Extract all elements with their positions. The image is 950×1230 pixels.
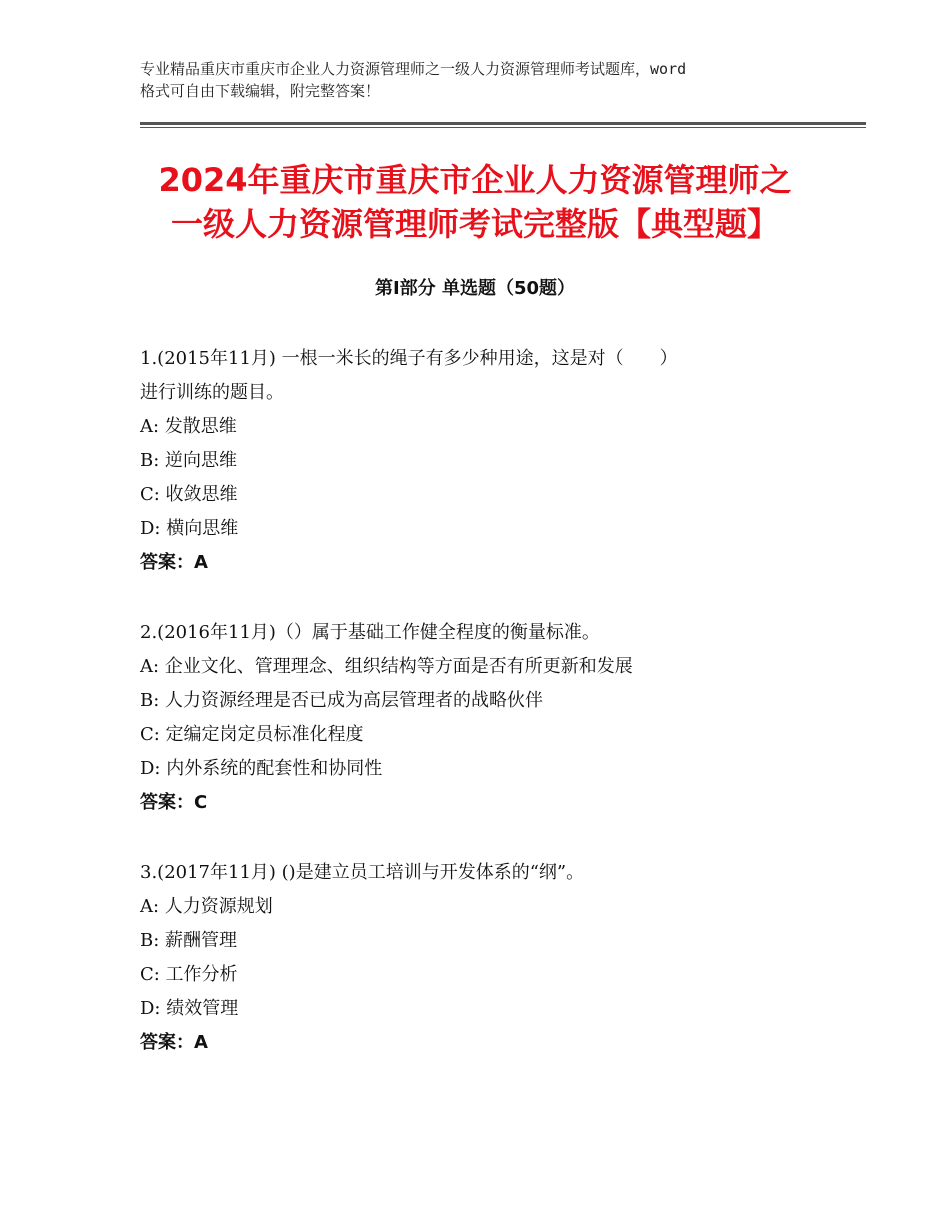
option-b: B: 逆向思维 [140,450,238,471]
option-b: B: 薪酬管理 [140,930,238,951]
option-a: A: 发散思维 [140,416,237,437]
question-1 [140,342,810,580]
document-title-line-1: 2024年重庆市重庆市企业人力资源管理师之 [158,161,792,199]
section-title: 第Ⅰ部分 单选题（50题） [374,278,575,299]
header-divider-thick [140,122,866,125]
answer: 答案：C [140,792,208,813]
question-stem: 2.(2016年11月)（）属于基础工作健全程度的衡量标准。 [140,622,600,643]
option-a: A: 企业文化、管理理念、组织结构等方面是否有所更新和发展 [140,656,633,677]
option-b: B: 人力资源经理是否已成为高层管理者的战略伙伴 [140,690,544,711]
header-note [140,58,820,102]
question-list [140,342,810,1096]
option-d: D: 内外系统的配套性和协同性 [140,758,383,779]
header-note-line-2: 格式可自由下载编辑，附完整答案！ [140,82,381,100]
option-c: C: 工作分析 [140,964,238,985]
document-title [100,158,850,246]
option-d: D: 横向思维 [140,518,239,539]
header-note-line-1: 专业精品重庆市重庆市企业人力资源管理师之一级人力资源管理师考试题库，word [140,60,687,78]
header-divider-thin [140,127,866,128]
answer: 答案：A [140,552,208,573]
question-2 [140,616,810,820]
question-stem: 1.(2015年11月) 一根一米长的绳子有多少种用途，这是对（ ） [140,348,678,369]
answer: 答案：A [140,1032,208,1053]
question-stem: 3.(2017年11月) ()是建立员工培训与开发体系的“纲”。 [140,862,585,883]
option-d: D: 绩效管理 [140,998,239,1019]
question-3 [140,856,810,1060]
question-stem-continued: 进行训练的题目。 [140,382,284,403]
option-c: C: 收敛思维 [140,484,238,505]
option-c: C: 定编定岗定员标准化程度 [140,724,364,745]
document-title-line-2: 一级人力资源管理师考试完整版【典型题】 [170,205,779,243]
option-a: A: 人力资源规划 [140,896,273,917]
